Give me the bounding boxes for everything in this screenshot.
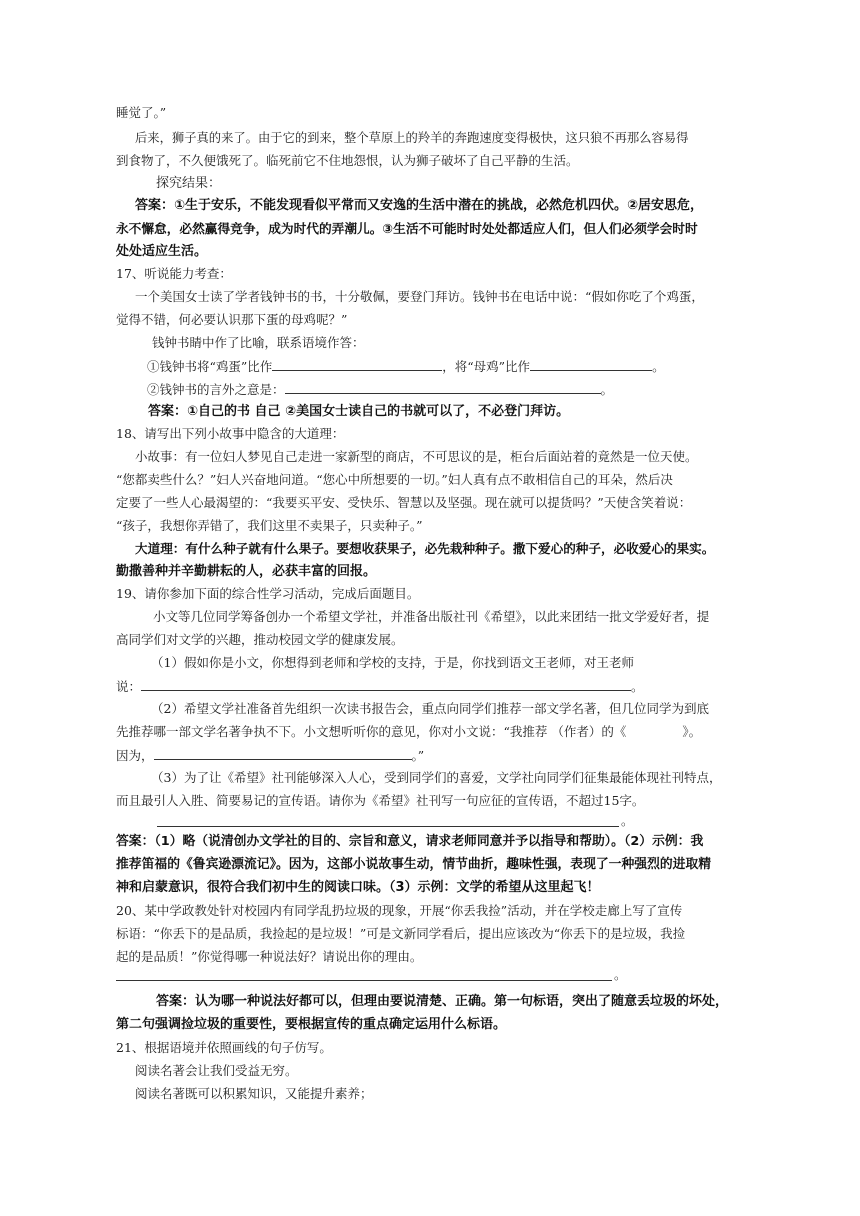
answer-blank[interactable] bbox=[157, 826, 619, 827]
text-line: 后来，狮子真的来了。由于它的到来，整个草原上的羚羊的奔跑速度变得极快，这只狼不再那么容易得 bbox=[135, 131, 689, 145]
text-line: 定要了一些人心最渴望的：“我要买平安、受快乐、智慧以及坚强。现在就可以提货吗？”天使含笑着说： bbox=[116, 495, 692, 510]
answer-text: 处处适应生活。 bbox=[116, 244, 208, 259]
question-heading: 19、请你参加下面的综合性学习活动，完成后面题目。 bbox=[116, 586, 420, 601]
punctuation: 。” bbox=[411, 748, 425, 763]
punctuation: 。 bbox=[614, 967, 627, 982]
question-heading: 21、根据语境并依照画线的句子仿写。 bbox=[116, 1040, 332, 1055]
answer-text: 大道理：有什么种子就有什么果子。要想收获果子，必先栽种种子。撒下爱心的种子，必收爱心的果实。 bbox=[135, 541, 715, 556]
answer-blank[interactable] bbox=[530, 357, 652, 371]
text-line: 睡觉了。” bbox=[116, 105, 167, 120]
prompt-text: ①钱钟书将“鸡蛋”比作 bbox=[147, 359, 273, 374]
answer-text: 永不懈怠，必然赢得竞争，成为时代的弄潮儿。③生活不可能时时处处都适应人们，但人们必须学会时时 bbox=[116, 221, 698, 236]
answer-blank[interactable] bbox=[154, 746, 412, 760]
text-line: 起的是品质！”你觉得哪一种说法好？请说出你的理由。 bbox=[116, 949, 423, 964]
prompt-text: 先推荐哪一部文学名著争执不下。小文想听听你的意见，你对小文说：“我推荐 （作者）的《 bbox=[116, 724, 627, 739]
text-line: 阅读名著会让我们受益无穷。 bbox=[135, 1063, 298, 1078]
answer-blank[interactable] bbox=[141, 677, 631, 691]
text-line: 小文等几位同学筹备创办一个希望文学社，并准备出版社刊《希望》，以此来团结一批文学爱好者，提 bbox=[153, 609, 710, 624]
text-line: 标语：“你丢下的是品质，我捡起的是垃圾！”可是文新同学看后，提出应该改为“你丢下的是垃圾，我捡 bbox=[116, 926, 686, 941]
answer-text: 神和启蒙意识，很符合我们初中生的阅读口味。（3）示例：文学的希望从这里起飞！ bbox=[116, 880, 600, 895]
text-line: “您都卖些什么？”妇人兴奋地问道。“您心中所想要的一切。”妇人真有点不敢相信自己的耳朵，然后决 bbox=[116, 472, 673, 487]
prompt-text: ，将“母鸡”比作 bbox=[442, 359, 531, 374]
text-line: 钱钟书睛中作了比喻，联系语境作答： bbox=[152, 335, 365, 350]
prompt-text: ②钱钟书的言外之意是： bbox=[147, 382, 285, 397]
fill-in-line bbox=[116, 723, 701, 741]
question-heading: 18、请写出下列小故事中隐含的大道理： bbox=[116, 426, 345, 441]
answer-blank[interactable] bbox=[285, 380, 601, 394]
answer-text: 第二句强调捡垃圾的重要性，要根据宣传的重点确定运用什么标语。 bbox=[116, 1017, 507, 1032]
answer-text: 勤撒善种并辛勤耕耘的人，必获丰富的回报。 bbox=[116, 564, 377, 579]
punctuation: 。 bbox=[631, 679, 644, 694]
answer-text: 推荐笛福的《鲁宾逊漂流记》。因为，这部小说故事生动，情节曲折，趣味性强，表现了一种强烈的进取精 bbox=[116, 857, 712, 872]
text-line: 一个美国女士读了学者钱钟书的书，十分敬佩，要登门拜访。钱钟书在电话中说：“假如你吃了个鸡蛋， bbox=[135, 289, 704, 304]
text-line: 小故事：有一位妇人梦见自己走进一家新型的商店，不可思议的是，柜台后面站着的竟然是一位天使。 bbox=[135, 449, 698, 464]
answer-blank[interactable] bbox=[116, 980, 612, 981]
answer-text: 答案：认为哪一种说法好都可以，但理由要说清楚、正确。第一句标语，突出了随意丢垃圾的坏处， bbox=[156, 994, 729, 1009]
prompt-text: 因为， bbox=[116, 748, 154, 763]
fill-in-line bbox=[116, 677, 644, 696]
answer-text: 答案：①生于安乐，不能发现看似平常而又安逸的生活中潜在的挑战，必然危机四伏。②居安思危， bbox=[135, 198, 704, 213]
question-heading: 17、听说能力考查： bbox=[116, 266, 232, 281]
text-line: 觉得不错，何必要认识那下蛋的母鸡呢？” bbox=[116, 312, 348, 327]
punctuation: 》。 bbox=[682, 724, 702, 739]
text-line: （1）假如你是小文，你想得到老师和学校的支持，于是，你找到语文王老师，对王老师 bbox=[151, 655, 634, 670]
punctuation: 。 bbox=[652, 359, 665, 374]
text-line: 阅读名著既可以积累知识，又能提升素养； bbox=[135, 1086, 373, 1101]
answer-text: 答案：①自己的书 自己 ②美国女士读自己的书就可以了，不必登门拜访。 bbox=[148, 404, 570, 419]
text-line: （2）希望文学社准备首先组织一次读书报告会，重点向同学们推荐一部文学名著，但几位同学为到底 bbox=[151, 701, 709, 716]
fill-in-line bbox=[147, 380, 613, 399]
section-label: 探究结果： bbox=[156, 176, 222, 191]
text-line: （3）为了让《希望》社刊能够深入人心，受到同学们的喜爱，文学社向同学们征集最能体现社刊特点， bbox=[151, 770, 722, 785]
fill-in-line bbox=[147, 357, 665, 376]
punctuation: 。 bbox=[621, 813, 634, 828]
answer-blank[interactable] bbox=[272, 357, 442, 371]
fill-in-line bbox=[116, 746, 424, 765]
text-line: “孩子，我想你弄错了，我们这里不卖果子，只卖种子。” bbox=[116, 518, 423, 533]
text-line: 到食物了，不久便饿死了。临死前它不住地怨恨，认为狮子破坏了自己平静的生活。 bbox=[116, 153, 579, 168]
text-line: 高同学们对文学的兴趣，推动校园文学的健康发展。 bbox=[116, 632, 404, 647]
punctuation: 。 bbox=[600, 382, 614, 397]
prompt-text: 说： bbox=[116, 679, 142, 694]
text-line: 而且最引人入胜、简要易记的宣传语。请你为《希望》社刊写一句应征的宣传语，不超过15字。 bbox=[116, 793, 645, 808]
answer-text: 答案：（1）略（说清创办文学社的目的、宗旨和意义，请求老师同意并予以指导和帮助）。（2）示例：我 bbox=[116, 834, 704, 849]
question-heading: 20、某中学政教处针对校园内有同学乱扔垃圾的现象，开展“你丢我捡”活动，并在学校走廊上写了宣传 bbox=[116, 903, 683, 918]
